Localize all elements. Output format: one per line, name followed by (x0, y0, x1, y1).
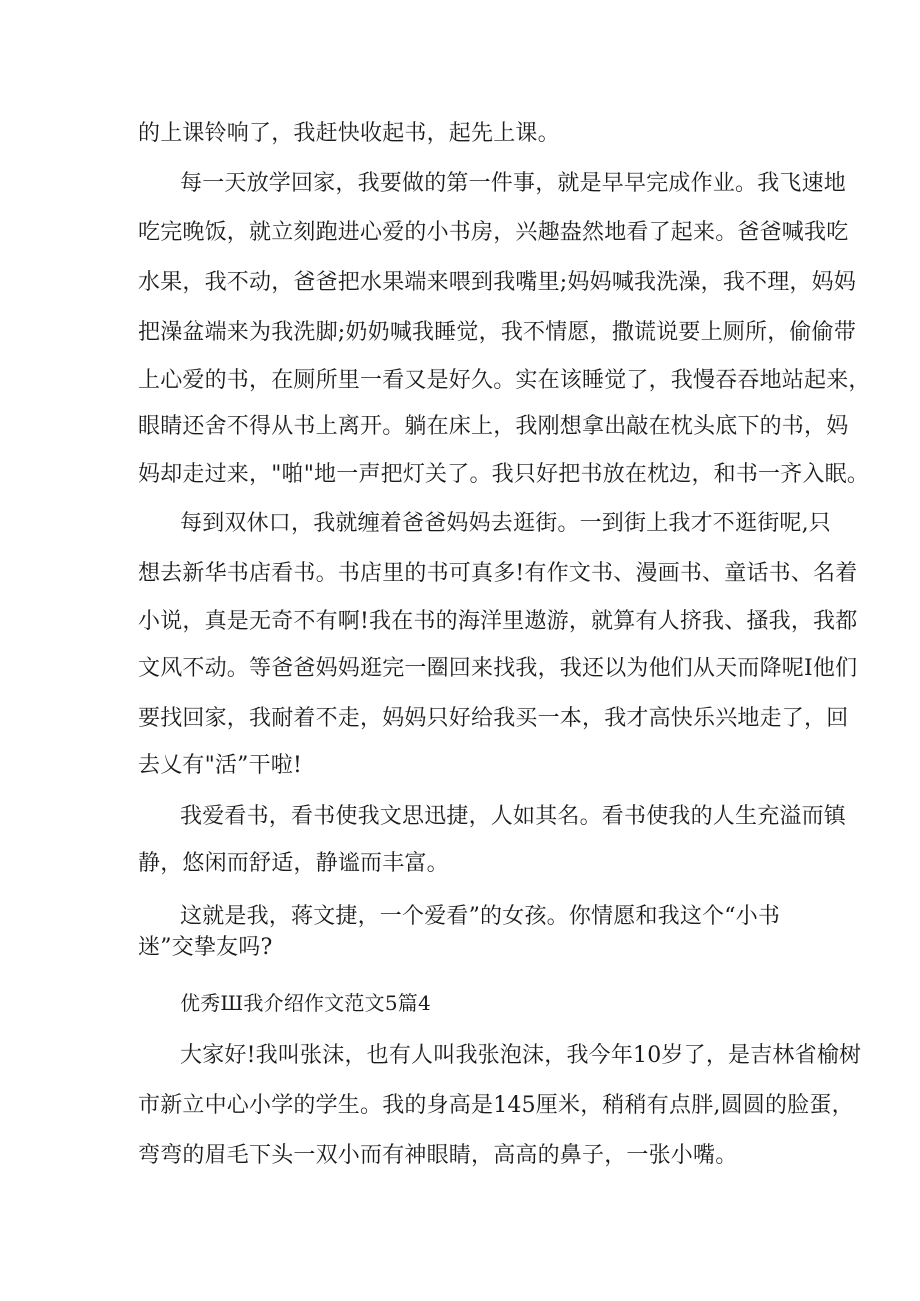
paragraph-start-line: 每一天放学回家，我要做的第一件事，就是早早完成作业。我飞速地 (180, 171, 847, 196)
text-line: 文风不动。等爸爸妈妈逛完一圈回来找我，我还以为他们从天而降呢I他们 (138, 656, 858, 681)
text-line: 静，悠闲而舒适，静谧而丰富。 (138, 851, 449, 876)
text-line: 市新立中心小学的学生。我的身高是145厘米，稍稍有点胖,圆圆的脸蛋， (138, 1093, 854, 1118)
text-line: 迷”交挚友吗? (138, 935, 273, 960)
paragraph-start-line: 我爱看书，看书使我文思迅捷，人如其名。看书使我的人生充溢而镇 (180, 804, 847, 829)
paragraph-start-line: 大家好!我叫张沫，也有人叫我张泡沫，我今年10岁了，是吉林省榆树 (180, 1043, 862, 1068)
text-line: 把澡盆端来为我洗脚;奶奶喊我睡觉，我不情愿，撒谎说要上厕所，偷偷带 (138, 320, 857, 345)
paragraph-start-line: 这就是我，蒋文捷，一个爱看”的女孩。你情愿和我这个“小书 (180, 904, 781, 929)
text-line: 上心爱的书，在厕所里一看又是好久。实在该睡觉了，我慢吞吞地站起来， (138, 368, 871, 393)
text-line: 水果，我不动，爸爸把水果端来喂到我嘴里;妈妈喊我洗澡，我不理，妈妈 (138, 270, 857, 295)
text-line: 要找回家，我耐着不走，妈妈只好给我买一本，我才高快乐兴地走了，回 (138, 706, 849, 731)
text-line: 弯弯的眉毛下头一双小而有神眼睛，高高的鼻子，一张小嘴。 (138, 1143, 738, 1168)
paragraph-start-line: 每到双休口，我就缠着爸爸妈妈去逛街。一到街上我才不逛街呢,只 (180, 511, 831, 536)
text-line: 吃完晚饭，就立刻跑进心爱的小书房，兴趣盎然地看了起来。爸爸喊我吃 (138, 220, 849, 245)
text-line: 眼睛还舍不得从书上离开。躺在床上，我刚想拿出敲在枕头底下的书，妈 (138, 414, 849, 439)
text-line: 想去新华书店看书。书店里的书可真多!有作文书、漫画书、童话书、名着 (138, 561, 858, 586)
text-line: 的上课铃响了，我赶快收起书，起先上课。 (138, 121, 560, 146)
text-line: 妈却走过来，"啪"地一声把灯关了。我只好把书放在枕边，和书一齐入眠。 (138, 462, 870, 487)
text-line: 去乂有"活”干啦! (138, 753, 303, 778)
section-heading: 优秀Ш我介绍作文范文5篇4 (180, 991, 431, 1015)
text-line: 小说，真是无奇不有啊!我在书的海洋里遨游，就算有人挤我、搔我，我都 (138, 609, 858, 634)
